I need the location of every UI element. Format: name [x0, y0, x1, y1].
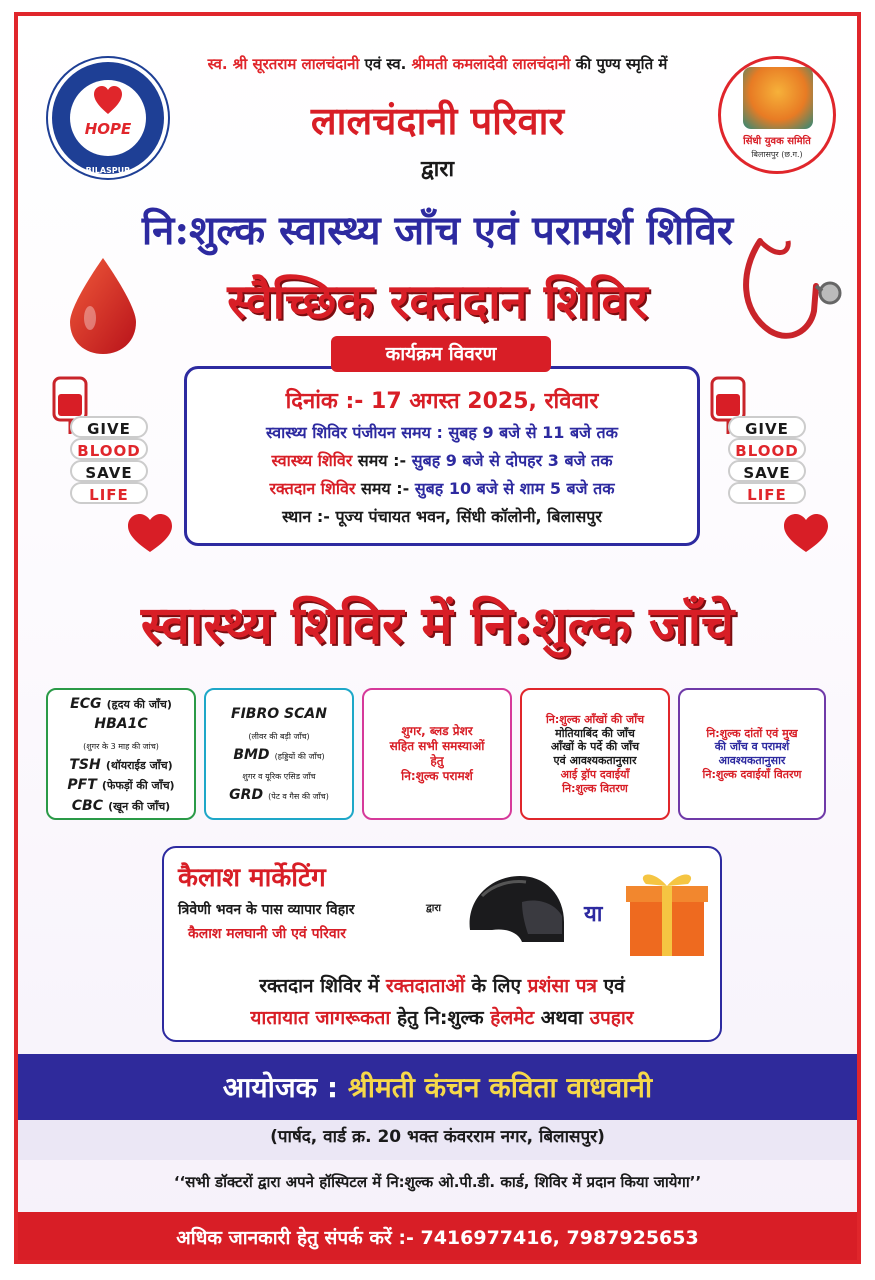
cbc-note: (खून की जाँच) — [108, 799, 171, 813]
ecg-line — [70, 693, 172, 714]
fibro-label: FIBRO SCAN — [231, 706, 327, 723]
contact-band — [18, 1212, 857, 1260]
tsh-note: (थॉयराईड जाँच) — [105, 758, 173, 772]
sponsor-line1-a: रक्तदान शिविर में — [259, 975, 380, 997]
sindhi-samiti-name: सिंधी युवक समिति — [743, 136, 811, 147]
pft-label: PFT — [67, 777, 97, 794]
eyes-line5: आई ड्रॉप दवाईयाँ — [560, 767, 630, 781]
save-word-right: SAVE — [728, 460, 806, 482]
hba1c-note: (शुगर के 3 माह की जांच) — [83, 741, 159, 751]
program-box — [184, 366, 700, 546]
program-date: दिनांक :- 17 अगस्त 2025, रविवार — [285, 389, 599, 414]
health-camp-title: नि:शुल्क स्वास्थ्य जाँच एवं परामर्श शिविर — [141, 207, 734, 254]
organiser-line — [18, 1068, 857, 1106]
memorial-part1: स्व. श्री सूरतराम लालचंदानी — [207, 55, 360, 73]
grd-note: (पेट व गैस की जाँच) — [268, 792, 329, 802]
blood-word-right: BLOOD — [728, 438, 806, 460]
helmet-icon — [462, 872, 568, 952]
hba1c-label: HBA1C — [94, 716, 148, 733]
bmd-note: (हड्डियों की जाँच) — [274, 751, 325, 761]
organiser-subtitle: (पार्षद, वार्ड क्र. 20 भक्त कंवरराम नगर, बिलासपुर) — [270, 1127, 605, 1147]
dental-line4: नि:शुल्क दवाईयाँ वितरण — [702, 767, 802, 781]
dental-line1: नि:शुल्क दांतों एवं मुख — [706, 726, 798, 740]
hba1c-note-line — [83, 734, 159, 754]
sponsor-or: या — [584, 902, 603, 927]
tests-box-consult — [362, 688, 512, 820]
memorial-part3: श्रीमती कमलादेवी लालचंदानी — [411, 55, 571, 73]
hope-logo-text: HOPE — [84, 120, 132, 138]
registration-label: स्वास्थ्य शिविर पंजीयन समय : — [266, 423, 443, 442]
give-word-right: GIVE — [728, 416, 806, 438]
venue-label: स्थान :- — [282, 507, 330, 526]
dental-line3: आवश्यकतानुसार — [718, 754, 786, 767]
sponsor-line1-b: रक्तदाताओं — [385, 975, 465, 997]
memorial-part2: एवं स्व. — [364, 55, 407, 73]
health-label: स्वास्थ्य शिविर — [271, 451, 353, 470]
life-word: LIFE — [70, 482, 148, 504]
gift-icon — [622, 864, 712, 960]
consult-line2: सहित सभी समस्याओं — [389, 739, 485, 753]
consult-line1: शुगर, ब्लड प्रेशर — [401, 724, 473, 738]
sugar-uric-note: शुगर व यूरिक एसिड जाँच — [242, 772, 316, 782]
cbc-label: CBC — [71, 797, 103, 814]
blood-word: BLOOD — [70, 438, 148, 460]
tests-box-dental — [678, 688, 826, 820]
fibro-note: (लीवर की बड़ी जाँच) — [248, 731, 310, 741]
blood-camp-title: स्वैच्छिक रक्तदान शिविर — [227, 274, 648, 330]
health-time-line — [187, 449, 697, 471]
pft-note: (फेफड़ों की जाँच) — [101, 779, 175, 793]
life-word-right: LIFE — [728, 482, 806, 504]
hope-logo-city: BILASPUR — [85, 166, 131, 175]
sponsor-line2-d: अथवा — [540, 1007, 583, 1029]
pft-line — [67, 774, 174, 795]
sponsor-line1-e: एवं — [603, 975, 625, 997]
ecg-note: (हृदय की जाँच) — [106, 697, 172, 711]
sponsor-box — [162, 846, 722, 1042]
fibro-line — [231, 703, 327, 724]
contact-label: अधिक जानकारी हेतु संपर्क करें :- — [176, 1227, 414, 1249]
tests-box-diagnostics — [46, 688, 196, 820]
consult-line3: हेतु — [430, 754, 444, 768]
fibro-note-line — [248, 724, 309, 744]
organiser-band — [18, 1054, 857, 1120]
family-title: लालचंदानी परिवार — [310, 98, 565, 143]
sponsor-line1-c: के लिए — [471, 975, 522, 997]
poster — [14, 12, 861, 1264]
health-time-label: समय :- — [357, 451, 407, 470]
consult-line4: नि:शुल्क परामर्श — [401, 769, 473, 783]
cbc-line — [72, 795, 170, 816]
sponsor-line2 — [164, 1004, 720, 1030]
sponsor-line2-e: उपहार — [589, 1007, 634, 1029]
memorial-line — [18, 54, 857, 74]
sponsor-line2-a: यातायात जागरूकता — [250, 1007, 391, 1029]
ecg-label: ECG — [70, 695, 102, 712]
memorial-part4: की पुण्य स्मृति में — [575, 55, 668, 73]
give-blood-right — [728, 416, 806, 504]
tsh-line — [69, 754, 172, 775]
sponsor-name: कैलाश मार्केटिंग — [178, 863, 326, 893]
program-tag: कार्यक्रम विवरण — [331, 336, 551, 372]
bmd-label: BMD — [233, 746, 270, 763]
blood-drop-icon — [68, 256, 138, 356]
tests-heading: स्वास्थ्य शिविर में नि:शुल्क जाँचे — [140, 595, 735, 656]
sponsor-by: द्वारा — [426, 903, 442, 914]
heart-drop-right-icon — [784, 514, 828, 554]
eyes-line6: नि:शुल्क वितरण — [562, 781, 628, 795]
sponsor-family: कैलाश मलघानी जी एवं परिवार — [188, 926, 347, 942]
tests-box-eyes — [520, 688, 670, 820]
blood-time-label: समय :- — [361, 479, 410, 498]
hba1c-line — [94, 713, 147, 734]
give-word: GIVE — [70, 416, 148, 438]
contact-line — [18, 1224, 857, 1250]
eyes-line1: नि:शुल्क आँखों की जाँच — [545, 712, 645, 726]
blood-time: सुबह 10 बजे से शाम 5 बजे तक — [414, 479, 615, 498]
health-time: सुबह 9 बजे से दोपहर 3 बजे तक — [411, 451, 613, 470]
opd-quote: ‘‘सभी डॉक्टरों द्वारा अपने हॉस्पिटल में नि:शुल्क ओ.पी.डी. कार्ड, शिविर में प्रदान किया जायेगा’’ — [173, 1173, 702, 1191]
sponsor-line1-d: प्रशंसा पत्र — [527, 975, 598, 997]
registration-time: सुबह 9 बजे से 11 बजे तक — [448, 423, 618, 442]
sponsor-line1 — [164, 972, 720, 998]
tsh-label: TSH — [69, 756, 101, 773]
by-text: द्वारा — [420, 157, 455, 182]
sindhi-samiti-city: बिलासपुर (छ.ग.) — [751, 150, 803, 159]
eyes-line3: आँखों के पर्दे की जाँच — [550, 740, 640, 754]
organiser-label: आयोजक : — [222, 1071, 339, 1104]
venue-line — [187, 505, 697, 527]
dental-line2: की जाँच व परामर्श — [714, 740, 790, 754]
bmd-line — [233, 744, 324, 765]
grd-label: GRD — [229, 787, 264, 804]
grd-line — [229, 784, 329, 805]
tests-box-scans — [204, 688, 354, 820]
sponsor-line2-c: हेलमेट — [490, 1007, 535, 1029]
organiser-name: श्रीमती कंचन कविता वाधवानी — [347, 1071, 653, 1104]
save-word: SAVE — [70, 460, 148, 482]
blood-time-line — [187, 477, 697, 499]
blood-label: रक्तदान शिविर — [269, 479, 356, 498]
stethoscope-icon — [730, 231, 850, 351]
give-blood-left — [70, 416, 148, 504]
contact-phones[interactable]: 7416977416, 7987925653 — [420, 1227, 699, 1249]
venue-text: पूज्य पंचायत भवन, सिंधी कॉलोनी, बिलासपुर — [335, 507, 602, 526]
heart-drop-icon — [128, 514, 172, 554]
registration-line — [187, 421, 697, 443]
eyes-line4: एवं आवश्यकतानुसार — [553, 754, 637, 767]
sugar-uric-line — [242, 764, 315, 784]
sponsor-address: त्रिवेणी भवन के पास व्यापार विहार — [178, 902, 355, 918]
sponsor-line2-b: हेतु नि:शुल्क — [396, 1007, 484, 1029]
eyes-line2: मोतियाबिंद की जाँच — [555, 726, 635, 740]
